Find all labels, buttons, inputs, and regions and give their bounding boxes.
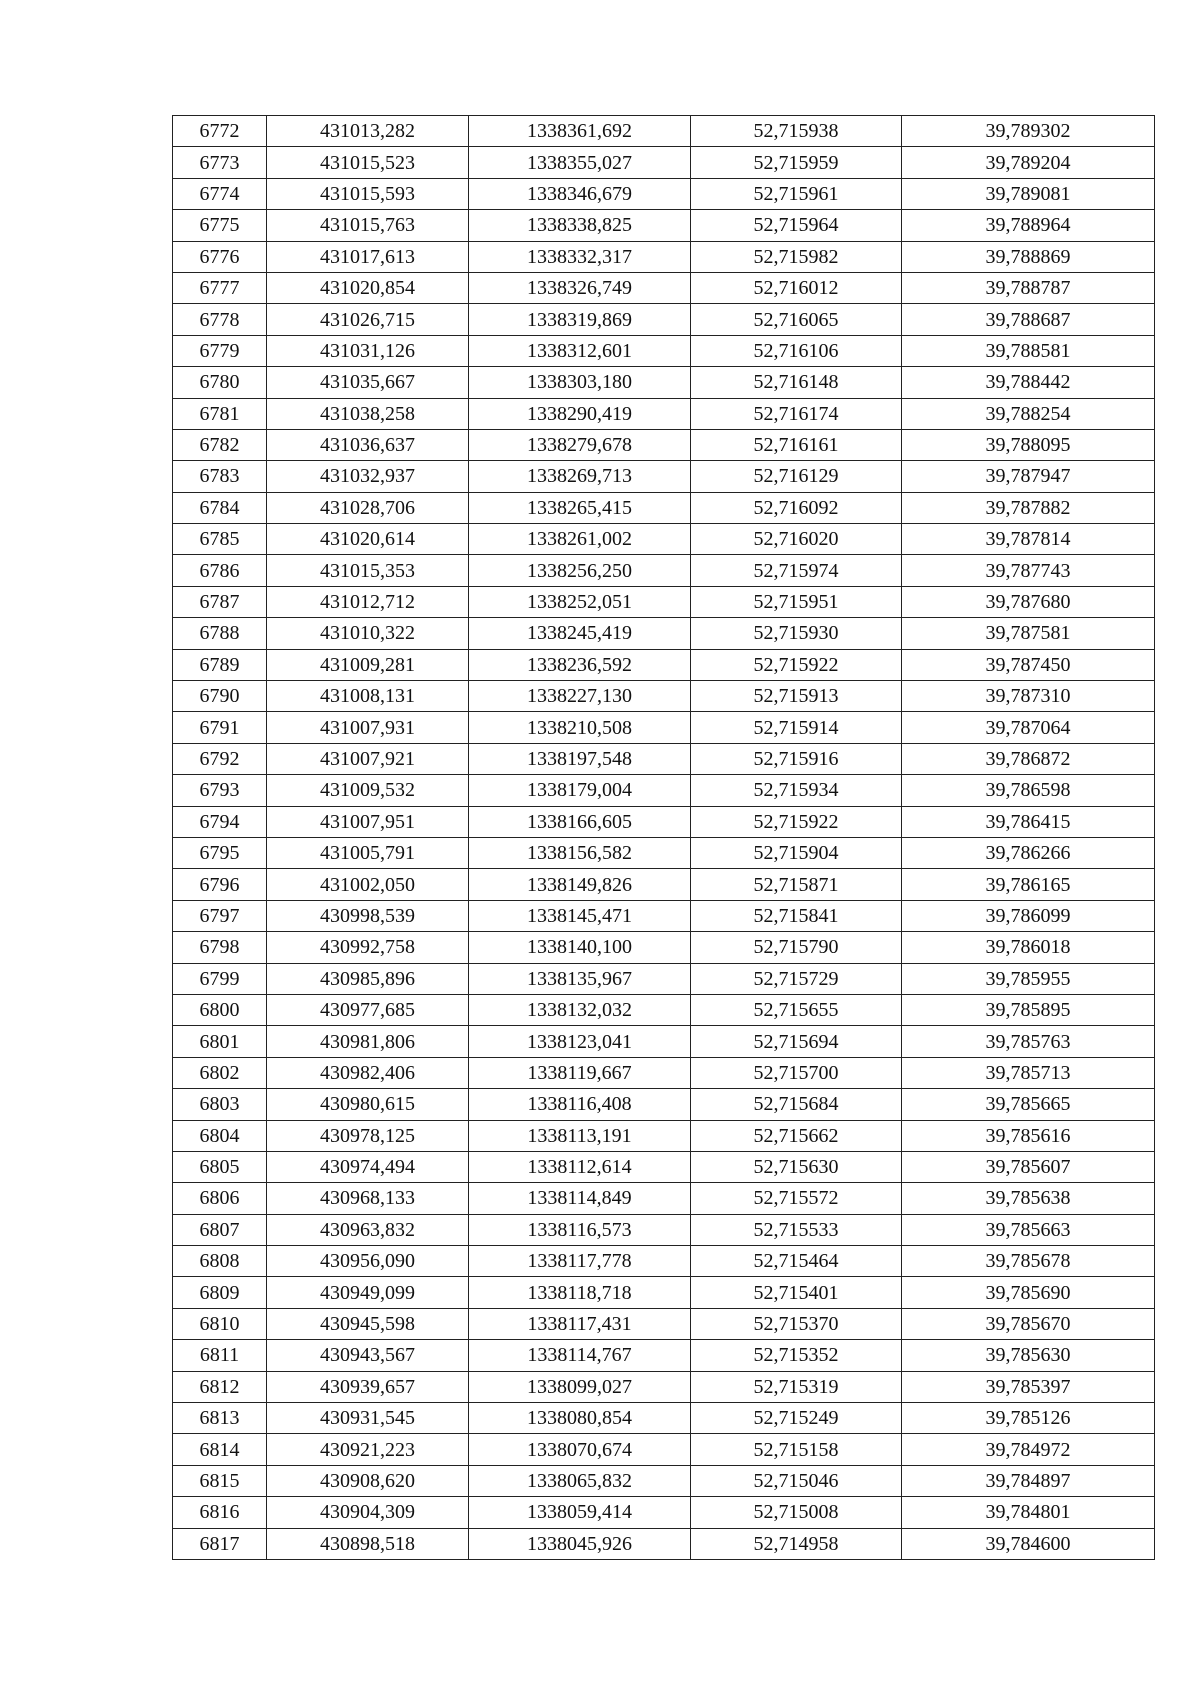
longitude-cell: 39,786266 — [902, 837, 1155, 868]
point-number-cell: 6776 — [173, 241, 267, 272]
table-row — [173, 1057, 1155, 1088]
y-coordinate-cell: 1338045,926 — [469, 1528, 691, 1559]
point-number-cell: 6774 — [173, 178, 267, 209]
table-row — [173, 775, 1155, 806]
table-row — [173, 178, 1155, 209]
x-coordinate-cell: 430945,598 — [267, 1308, 469, 1339]
longitude-cell: 39,785397 — [902, 1371, 1155, 1402]
table-row — [173, 1340, 1155, 1371]
y-coordinate-cell: 1338145,471 — [469, 900, 691, 931]
table-row — [173, 335, 1155, 366]
y-coordinate-cell: 1338279,678 — [469, 429, 691, 460]
latitude-cell: 52,715934 — [691, 775, 902, 806]
table-row — [173, 586, 1155, 617]
x-coordinate-cell: 431020,614 — [267, 524, 469, 555]
table-row — [173, 681, 1155, 712]
y-coordinate-cell: 1338346,679 — [469, 178, 691, 209]
table-row — [173, 1026, 1155, 1057]
y-coordinate-cell: 1338245,419 — [469, 618, 691, 649]
x-coordinate-cell: 430943,567 — [267, 1340, 469, 1371]
y-coordinate-cell: 1338065,832 — [469, 1465, 691, 1496]
x-coordinate-cell: 431015,763 — [267, 210, 469, 241]
table-row — [173, 649, 1155, 680]
latitude-cell: 52,715974 — [691, 555, 902, 586]
latitude-cell: 52,715914 — [691, 712, 902, 743]
point-number-cell: 6785 — [173, 524, 267, 555]
table-row — [173, 900, 1155, 931]
latitude-cell: 52,715922 — [691, 806, 902, 837]
x-coordinate-cell: 430985,896 — [267, 963, 469, 994]
x-coordinate-cell: 430956,090 — [267, 1246, 469, 1277]
point-number-cell: 6780 — [173, 367, 267, 398]
latitude-cell: 52,715841 — [691, 900, 902, 931]
point-number-cell: 6797 — [173, 900, 267, 931]
longitude-cell: 39,787947 — [902, 461, 1155, 492]
table-row — [173, 1465, 1155, 1496]
x-coordinate-cell: 431015,353 — [267, 555, 469, 586]
x-coordinate-cell: 431032,937 — [267, 461, 469, 492]
latitude-cell: 52,716092 — [691, 492, 902, 523]
point-number-cell: 6799 — [173, 963, 267, 994]
latitude-cell: 52,716020 — [691, 524, 902, 555]
longitude-cell: 39,784801 — [902, 1497, 1155, 1528]
longitude-cell: 39,787814 — [902, 524, 1155, 555]
x-coordinate-cell: 430974,494 — [267, 1151, 469, 1182]
x-coordinate-cell: 431017,613 — [267, 241, 469, 272]
point-number-cell: 6816 — [173, 1497, 267, 1528]
x-coordinate-cell: 430898,518 — [267, 1528, 469, 1559]
table-row — [173, 1120, 1155, 1151]
table-row — [173, 1214, 1155, 1245]
longitude-cell: 39,788964 — [902, 210, 1155, 241]
latitude-cell: 52,715630 — [691, 1151, 902, 1182]
longitude-cell: 39,784972 — [902, 1434, 1155, 1465]
y-coordinate-cell: 1338252,051 — [469, 586, 691, 617]
point-number-cell: 6812 — [173, 1371, 267, 1402]
point-number-cell: 6804 — [173, 1120, 267, 1151]
point-number-cell: 6808 — [173, 1246, 267, 1277]
latitude-cell: 52,715694 — [691, 1026, 902, 1057]
y-coordinate-cell: 1338355,027 — [469, 147, 691, 178]
latitude-cell: 52,716129 — [691, 461, 902, 492]
y-coordinate-cell: 1338179,004 — [469, 775, 691, 806]
y-coordinate-cell: 1338080,854 — [469, 1403, 691, 1434]
y-coordinate-cell: 1338140,100 — [469, 932, 691, 963]
latitude-cell: 52,715158 — [691, 1434, 902, 1465]
latitude-cell: 52,715370 — [691, 1308, 902, 1339]
point-number-cell: 6814 — [173, 1434, 267, 1465]
latitude-cell: 52,715930 — [691, 618, 902, 649]
x-coordinate-cell: 431010,322 — [267, 618, 469, 649]
table-row — [173, 555, 1155, 586]
table-row — [173, 272, 1155, 303]
x-coordinate-cell: 431007,951 — [267, 806, 469, 837]
point-number-cell: 6815 — [173, 1465, 267, 1496]
x-coordinate-cell: 431020,854 — [267, 272, 469, 303]
point-number-cell: 6810 — [173, 1308, 267, 1339]
y-coordinate-cell: 1338117,431 — [469, 1308, 691, 1339]
table-row — [173, 1308, 1155, 1339]
table-row — [173, 367, 1155, 398]
point-number-cell: 6798 — [173, 932, 267, 963]
latitude-cell: 52,715790 — [691, 932, 902, 963]
latitude-cell: 52,715700 — [691, 1057, 902, 1088]
point-number-cell: 6802 — [173, 1057, 267, 1088]
longitude-cell: 39,788787 — [902, 272, 1155, 303]
y-coordinate-cell: 1338118,718 — [469, 1277, 691, 1308]
x-coordinate-cell: 431005,791 — [267, 837, 469, 868]
x-coordinate-cell: 431015,593 — [267, 178, 469, 209]
table-row — [173, 1434, 1155, 1465]
y-coordinate-cell: 1338236,592 — [469, 649, 691, 680]
point-number-cell: 6772 — [173, 116, 267, 147]
latitude-cell: 52,715533 — [691, 1214, 902, 1245]
table-row — [173, 1151, 1155, 1182]
point-number-cell: 6787 — [173, 586, 267, 617]
table-row — [173, 837, 1155, 868]
longitude-cell: 39,787310 — [902, 681, 1155, 712]
latitude-cell: 52,715662 — [691, 1120, 902, 1151]
latitude-cell: 52,715572 — [691, 1183, 902, 1214]
longitude-cell: 39,785665 — [902, 1089, 1155, 1120]
x-coordinate-cell: 430977,685 — [267, 994, 469, 1025]
y-coordinate-cell: 1338123,041 — [469, 1026, 691, 1057]
longitude-cell: 39,786018 — [902, 932, 1155, 963]
longitude-cell: 39,789204 — [902, 147, 1155, 178]
point-number-cell: 6783 — [173, 461, 267, 492]
longitude-cell: 39,785895 — [902, 994, 1155, 1025]
y-coordinate-cell: 1338319,869 — [469, 304, 691, 335]
latitude-cell: 52,715959 — [691, 147, 902, 178]
longitude-cell: 39,785638 — [902, 1183, 1155, 1214]
point-number-cell: 6809 — [173, 1277, 267, 1308]
latitude-cell: 52,715464 — [691, 1246, 902, 1277]
table-row — [173, 304, 1155, 335]
y-coordinate-cell: 1338227,130 — [469, 681, 691, 712]
latitude-cell: 52,716174 — [691, 398, 902, 429]
x-coordinate-cell: 431038,258 — [267, 398, 469, 429]
point-number-cell: 6777 — [173, 272, 267, 303]
point-number-cell: 6794 — [173, 806, 267, 837]
latitude-cell: 52,715871 — [691, 869, 902, 900]
table-row — [173, 1277, 1155, 1308]
point-number-cell: 6790 — [173, 681, 267, 712]
longitude-cell: 39,789302 — [902, 116, 1155, 147]
y-coordinate-cell: 1338135,967 — [469, 963, 691, 994]
longitude-cell: 39,787581 — [902, 618, 1155, 649]
x-coordinate-cell: 430998,539 — [267, 900, 469, 931]
point-number-cell: 6791 — [173, 712, 267, 743]
point-number-cell: 6795 — [173, 837, 267, 868]
y-coordinate-cell: 1338332,317 — [469, 241, 691, 272]
y-coordinate-cell: 1338117,778 — [469, 1246, 691, 1277]
longitude-cell: 39,786415 — [902, 806, 1155, 837]
y-coordinate-cell: 1338099,027 — [469, 1371, 691, 1402]
point-number-cell: 6775 — [173, 210, 267, 241]
longitude-cell: 39,786099 — [902, 900, 1155, 931]
point-number-cell: 6779 — [173, 335, 267, 366]
longitude-cell: 39,785678 — [902, 1246, 1155, 1277]
latitude-cell: 52,715729 — [691, 963, 902, 994]
longitude-cell: 39,786598 — [902, 775, 1155, 806]
longitude-cell: 39,785690 — [902, 1277, 1155, 1308]
longitude-cell: 39,785713 — [902, 1057, 1155, 1088]
y-coordinate-cell: 1338116,408 — [469, 1089, 691, 1120]
point-number-cell: 6788 — [173, 618, 267, 649]
y-coordinate-cell: 1338261,002 — [469, 524, 691, 555]
point-number-cell: 6796 — [173, 869, 267, 900]
y-coordinate-cell: 1338361,692 — [469, 116, 691, 147]
longitude-cell: 39,788095 — [902, 429, 1155, 460]
table-row — [173, 963, 1155, 994]
point-number-cell: 6805 — [173, 1151, 267, 1182]
point-number-cell: 6792 — [173, 743, 267, 774]
table-row — [173, 492, 1155, 523]
x-coordinate-cell: 431009,532 — [267, 775, 469, 806]
point-number-cell: 6793 — [173, 775, 267, 806]
longitude-cell: 39,787064 — [902, 712, 1155, 743]
longitude-cell: 39,785663 — [902, 1214, 1155, 1245]
longitude-cell: 39,787450 — [902, 649, 1155, 680]
y-coordinate-cell: 1338197,548 — [469, 743, 691, 774]
point-number-cell: 6813 — [173, 1403, 267, 1434]
y-coordinate-cell: 1338114,849 — [469, 1183, 691, 1214]
point-number-cell: 6773 — [173, 147, 267, 178]
latitude-cell: 52,715904 — [691, 837, 902, 868]
x-coordinate-cell: 430949,099 — [267, 1277, 469, 1308]
y-coordinate-cell: 1338256,250 — [469, 555, 691, 586]
x-coordinate-cell: 430921,223 — [267, 1434, 469, 1465]
latitude-cell: 52,716106 — [691, 335, 902, 366]
latitude-cell: 52,715951 — [691, 586, 902, 617]
x-coordinate-cell: 431015,523 — [267, 147, 469, 178]
table-row — [173, 994, 1155, 1025]
latitude-cell: 52,715655 — [691, 994, 902, 1025]
point-number-cell: 6778 — [173, 304, 267, 335]
x-coordinate-cell: 431012,712 — [267, 586, 469, 617]
longitude-cell: 39,785670 — [902, 1308, 1155, 1339]
latitude-cell: 52,715982 — [691, 241, 902, 272]
x-coordinate-cell: 430982,406 — [267, 1057, 469, 1088]
latitude-cell: 52,715916 — [691, 743, 902, 774]
longitude-cell: 39,784600 — [902, 1528, 1155, 1559]
latitude-cell: 52,715913 — [691, 681, 902, 712]
longitude-cell: 39,785126 — [902, 1403, 1155, 1434]
table-row — [173, 743, 1155, 774]
point-number-cell: 6782 — [173, 429, 267, 460]
x-coordinate-cell: 431007,931 — [267, 712, 469, 743]
y-coordinate-cell: 1338113,191 — [469, 1120, 691, 1151]
x-coordinate-cell: 431035,667 — [267, 367, 469, 398]
longitude-cell: 39,789081 — [902, 178, 1155, 209]
longitude-cell: 39,785616 — [902, 1120, 1155, 1151]
y-coordinate-cell: 1338290,419 — [469, 398, 691, 429]
point-number-cell: 6781 — [173, 398, 267, 429]
x-coordinate-cell: 430963,832 — [267, 1214, 469, 1245]
y-coordinate-cell: 1338149,826 — [469, 869, 691, 900]
longitude-cell: 39,788869 — [902, 241, 1155, 272]
point-number-cell: 6800 — [173, 994, 267, 1025]
x-coordinate-cell: 430968,133 — [267, 1183, 469, 1214]
coordinates-table — [172, 115, 1155, 1560]
y-coordinate-cell: 1338326,749 — [469, 272, 691, 303]
table-row — [173, 806, 1155, 837]
table-row — [173, 147, 1155, 178]
longitude-cell: 39,788687 — [902, 304, 1155, 335]
y-coordinate-cell: 1338116,573 — [469, 1214, 691, 1245]
y-coordinate-cell: 1338119,667 — [469, 1057, 691, 1088]
table-row — [173, 712, 1155, 743]
table-row — [173, 1528, 1155, 1559]
longitude-cell: 39,788581 — [902, 335, 1155, 366]
longitude-cell: 39,788254 — [902, 398, 1155, 429]
longitude-cell: 39,786165 — [902, 869, 1155, 900]
x-coordinate-cell: 431008,131 — [267, 681, 469, 712]
longitude-cell: 39,785955 — [902, 963, 1155, 994]
latitude-cell: 52,716012 — [691, 272, 902, 303]
table-row — [173, 429, 1155, 460]
coordinates-table-body — [173, 116, 1155, 1560]
table-row — [173, 1497, 1155, 1528]
y-coordinate-cell: 1338269,713 — [469, 461, 691, 492]
table-row — [173, 1246, 1155, 1277]
latitude-cell: 52,715401 — [691, 1277, 902, 1308]
y-coordinate-cell: 1338114,767 — [469, 1340, 691, 1371]
x-coordinate-cell: 431028,706 — [267, 492, 469, 523]
point-number-cell: 6784 — [173, 492, 267, 523]
y-coordinate-cell: 1338338,825 — [469, 210, 691, 241]
latitude-cell: 52,715319 — [691, 1371, 902, 1402]
table-row — [173, 1403, 1155, 1434]
longitude-cell: 39,786872 — [902, 743, 1155, 774]
table-row — [173, 1089, 1155, 1120]
table-row — [173, 116, 1155, 147]
x-coordinate-cell: 430980,615 — [267, 1089, 469, 1120]
y-coordinate-cell: 1338312,601 — [469, 335, 691, 366]
longitude-cell: 39,785607 — [902, 1151, 1155, 1182]
latitude-cell: 52,715961 — [691, 178, 902, 209]
y-coordinate-cell: 1338070,674 — [469, 1434, 691, 1465]
longitude-cell: 39,784897 — [902, 1465, 1155, 1496]
y-coordinate-cell: 1338303,180 — [469, 367, 691, 398]
table-row — [173, 618, 1155, 649]
table-row — [173, 461, 1155, 492]
latitude-cell: 52,715922 — [691, 649, 902, 680]
x-coordinate-cell: 430992,758 — [267, 932, 469, 963]
table-row — [173, 932, 1155, 963]
x-coordinate-cell: 431002,050 — [267, 869, 469, 900]
x-coordinate-cell: 431009,281 — [267, 649, 469, 680]
point-number-cell: 6817 — [173, 1528, 267, 1559]
latitude-cell: 52,715938 — [691, 116, 902, 147]
y-coordinate-cell: 1338210,508 — [469, 712, 691, 743]
x-coordinate-cell: 430939,657 — [267, 1371, 469, 1402]
table-row — [173, 1371, 1155, 1402]
point-number-cell: 6789 — [173, 649, 267, 680]
x-coordinate-cell: 431031,126 — [267, 335, 469, 366]
longitude-cell: 39,787882 — [902, 492, 1155, 523]
x-coordinate-cell: 431013,282 — [267, 116, 469, 147]
latitude-cell: 52,714958 — [691, 1528, 902, 1559]
point-number-cell: 6786 — [173, 555, 267, 586]
x-coordinate-cell: 430981,806 — [267, 1026, 469, 1057]
y-coordinate-cell: 1338059,414 — [469, 1497, 691, 1528]
point-number-cell: 6807 — [173, 1214, 267, 1245]
latitude-cell: 52,715964 — [691, 210, 902, 241]
y-coordinate-cell: 1338156,582 — [469, 837, 691, 868]
latitude-cell: 52,716065 — [691, 304, 902, 335]
table-row — [173, 398, 1155, 429]
point-number-cell: 6806 — [173, 1183, 267, 1214]
table-row — [173, 210, 1155, 241]
latitude-cell: 52,716161 — [691, 429, 902, 460]
x-coordinate-cell: 431007,921 — [267, 743, 469, 774]
longitude-cell: 39,787680 — [902, 586, 1155, 617]
x-coordinate-cell: 430931,545 — [267, 1403, 469, 1434]
latitude-cell: 52,715008 — [691, 1497, 902, 1528]
x-coordinate-cell: 430904,309 — [267, 1497, 469, 1528]
table-row — [173, 524, 1155, 555]
y-coordinate-cell: 1338132,032 — [469, 994, 691, 1025]
table-row — [173, 869, 1155, 900]
latitude-cell: 52,715249 — [691, 1403, 902, 1434]
longitude-cell: 39,788442 — [902, 367, 1155, 398]
point-number-cell: 6801 — [173, 1026, 267, 1057]
y-coordinate-cell: 1338112,614 — [469, 1151, 691, 1182]
x-coordinate-cell: 431036,637 — [267, 429, 469, 460]
table-row — [173, 1183, 1155, 1214]
longitude-cell: 39,785630 — [902, 1340, 1155, 1371]
x-coordinate-cell: 430978,125 — [267, 1120, 469, 1151]
y-coordinate-cell: 1338265,415 — [469, 492, 691, 523]
x-coordinate-cell: 430908,620 — [267, 1465, 469, 1496]
latitude-cell: 52,715352 — [691, 1340, 902, 1371]
point-number-cell: 6803 — [173, 1089, 267, 1120]
latitude-cell: 52,715046 — [691, 1465, 902, 1496]
point-number-cell: 6811 — [173, 1340, 267, 1371]
longitude-cell: 39,785763 — [902, 1026, 1155, 1057]
longitude-cell: 39,787743 — [902, 555, 1155, 586]
latitude-cell: 52,715684 — [691, 1089, 902, 1120]
table-row — [173, 241, 1155, 272]
x-coordinate-cell: 431026,715 — [267, 304, 469, 335]
latitude-cell: 52,716148 — [691, 367, 902, 398]
y-coordinate-cell: 1338166,605 — [469, 806, 691, 837]
